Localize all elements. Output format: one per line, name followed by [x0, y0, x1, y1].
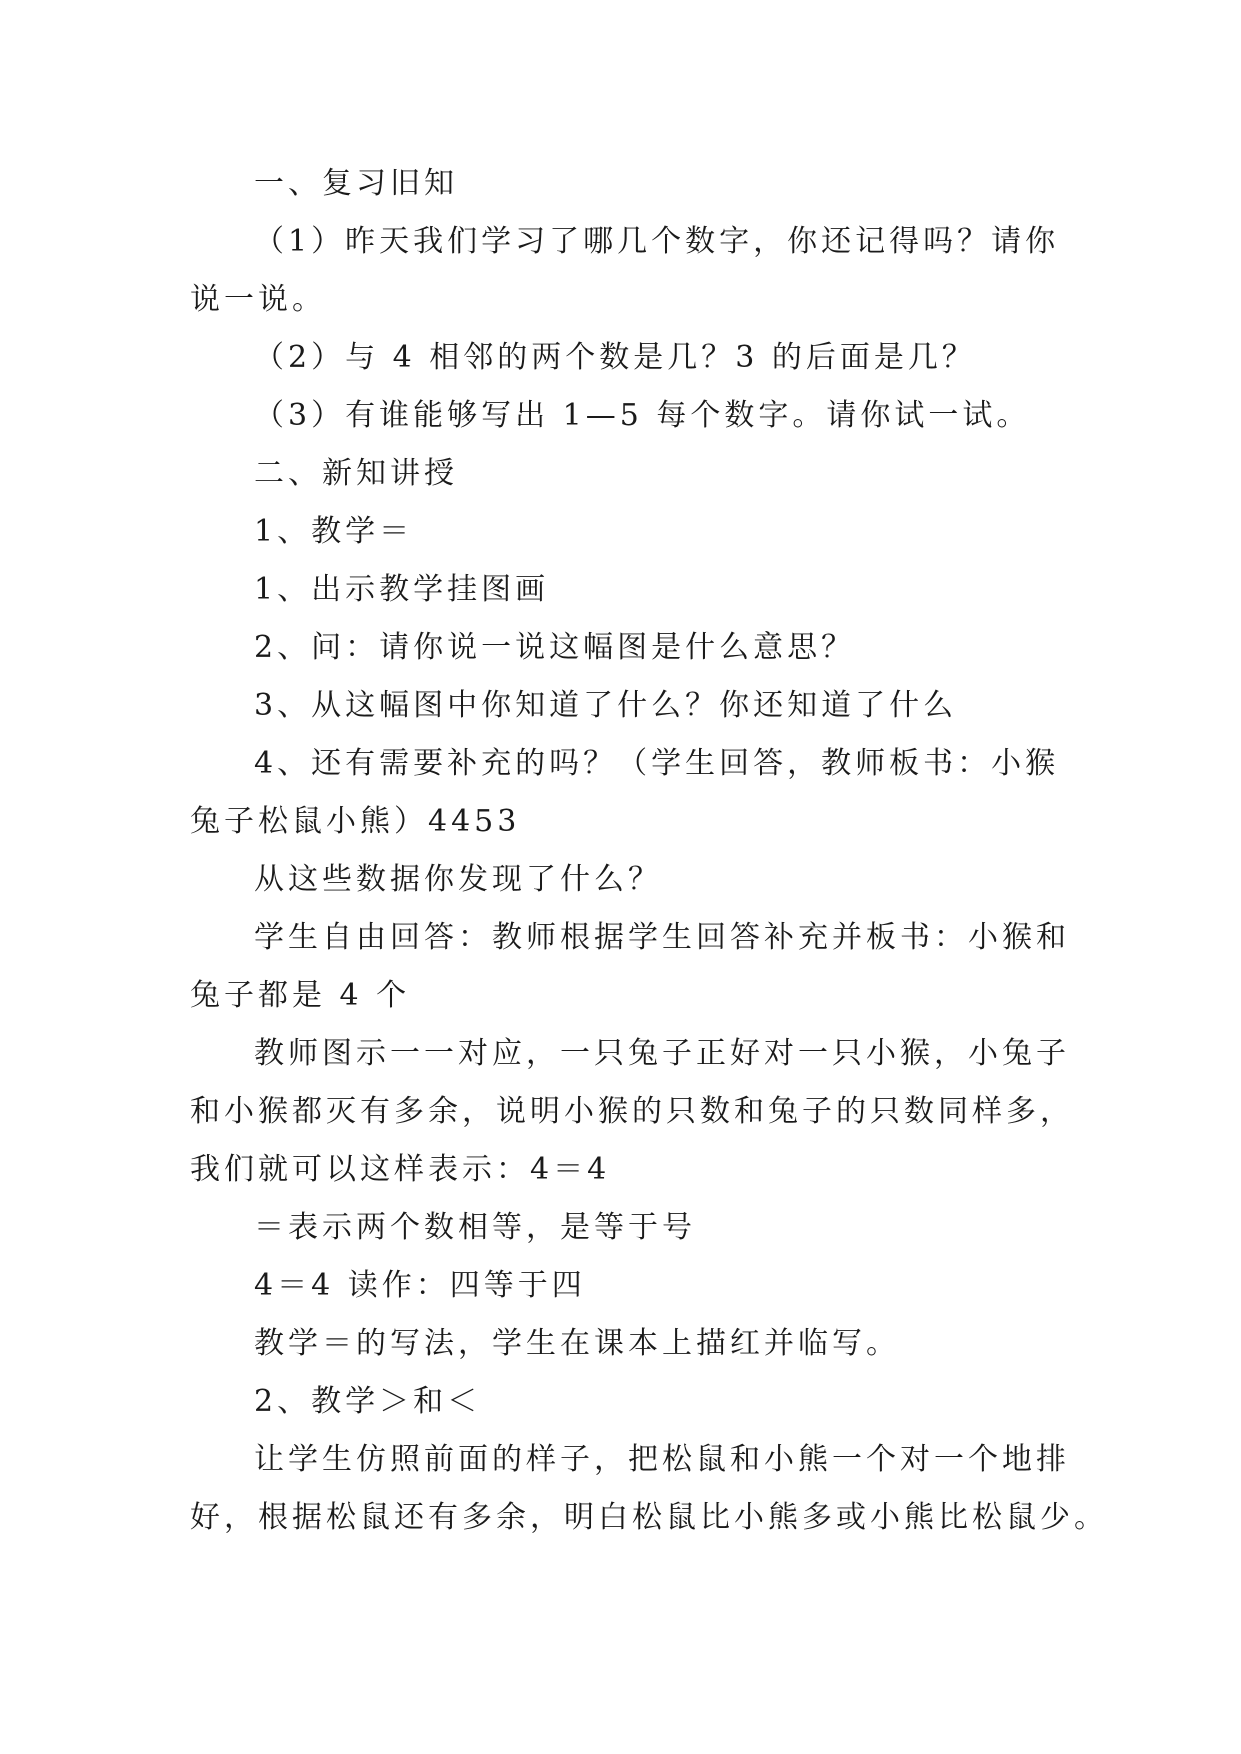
paragraph-line: 从这些数据你发现了什么？ — [254, 862, 662, 897]
paragraph-line: 学生自由回答：教师根据学生回答补充并板书：小猴和 — [254, 920, 1070, 955]
paragraph-line: 4＝4 读作：四等于四 — [254, 1268, 586, 1303]
heading-review: 一、复习旧知 — [254, 166, 458, 201]
paragraph-line: 1、教学＝ — [254, 514, 414, 549]
heading-new-knowledge: 二、新知讲授 — [254, 456, 458, 491]
paragraph-line: （2）与 4 相邻的两个数是几？3 的后面是几？ — [254, 340, 976, 375]
paragraph-line: ＝表示两个数相等，是等于号 — [254, 1210, 696, 1245]
paragraph-line: 3、从这幅图中你知道了什么？你还知道了什么 — [254, 688, 958, 723]
paragraph-line: 教学＝的写法，学生在课本上描红并临写。 — [254, 1326, 900, 1361]
paragraph-line: 2、教学＞和＜ — [254, 1384, 482, 1419]
paragraph-line: 1、出示教学挂图画 — [254, 572, 550, 607]
paragraph-line: （1）昨天我们学习了哪几个数字，你还记得吗？请你 — [254, 224, 1060, 259]
paragraph-line: 我们就可以这样表示：4＝4 — [190, 1152, 611, 1187]
paragraph-line: （3）有谁能够写出 1—5 每个数字。请你试一试。 — [254, 398, 1031, 433]
paragraph-line: 兔子都是 4 个 — [190, 978, 411, 1013]
paragraph-line: 说一说。 — [190, 282, 326, 317]
paragraph-line: 兔子松鼠小熊）4453 — [190, 804, 521, 839]
paragraph-line: 4、还有需要补充的吗？（学生回答，教师板书：小猴 — [254, 746, 1060, 781]
paragraph-line: 好，根据松鼠还有多余，明白松鼠比小熊多或小熊比松鼠少。 — [190, 1500, 1108, 1535]
paragraph-line: 2、问：请你说一说这幅图是什么意思？ — [254, 630, 856, 665]
paragraph-line: 和小猴都灭有多余，说明小猴的只数和兔子的只数同样多， — [190, 1094, 1074, 1129]
paragraph-line: 教师图示一一对应，一只兔子正好对一只小猴，小兔子 — [254, 1036, 1070, 1071]
paragraph-line: 让学生仿照前面的样子，把松鼠和小熊一个对一个地排 — [254, 1442, 1070, 1477]
